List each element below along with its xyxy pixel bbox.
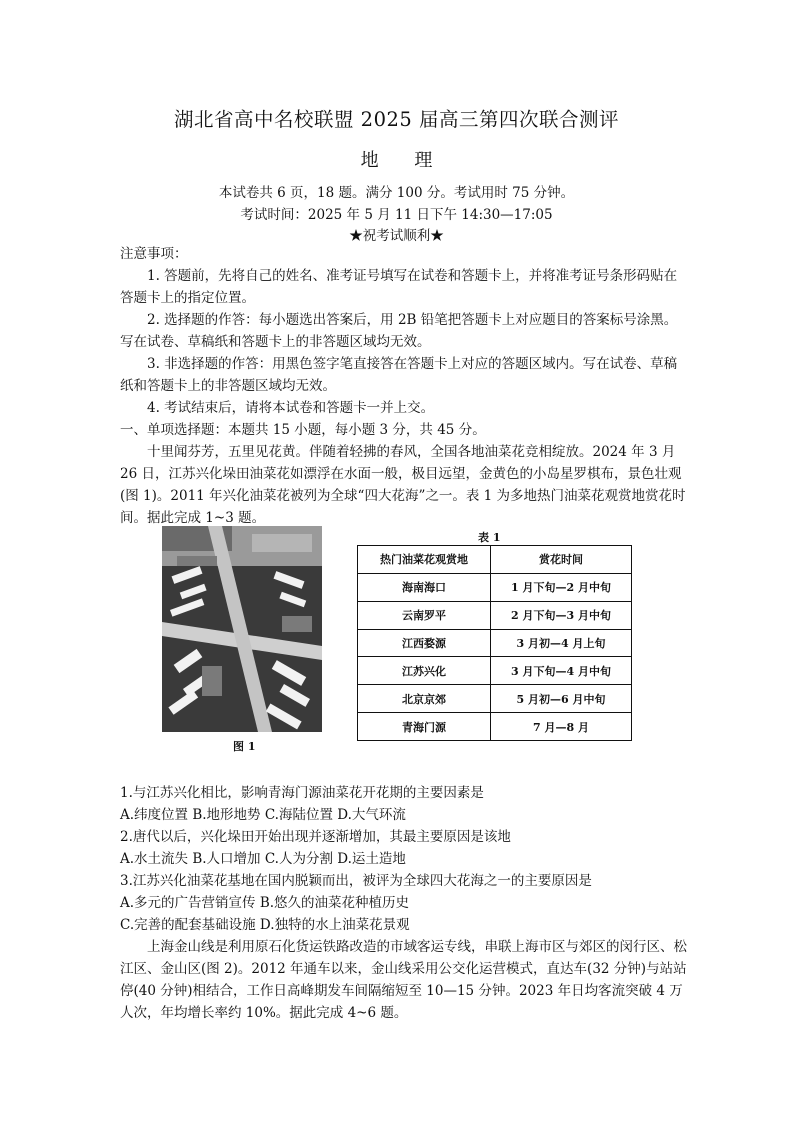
- table-header-location: 热门油菜花观赏地: [358, 546, 491, 574]
- note-item-3: 3. 非选择题的作答：用黑色签字笔直接答在答题卡上对应的答题区域内。写在试卷、草稿纸和答题卡上的非答题区域均无效。: [120, 356, 678, 394]
- table-header-row: [358, 546, 632, 574]
- passage-2: 上海金山线是利用原石化货运铁路改造的市域客运专线，串联上海市区与郊区的闵行区、松江区、金山区(图 2)。2012 年通车以来，金山线采用公交化运营模式，直达车(32 分钟)与站站停(40 分钟)相结合，工作日高峰期发车间隔缩短至 10—15 分钟。2023 年日均客流突破 4 万人次，年均增长率约 10%。据此完成 4~6 题。: [120, 939, 687, 1021]
- question-1: 1.与江苏兴化相比，影响青海门源油菜花开花期的主要因素是: [120, 785, 484, 801]
- table-cell-location: 北京京郊: [358, 685, 491, 713]
- table-row: [358, 601, 632, 629]
- notes-heading: 注意事项：: [120, 246, 188, 262]
- note-item-4: 4. 考试结束后，请将本试卷和答题卡一并上交。: [147, 400, 435, 416]
- table-cell-time: 3 月初—4 月上旬: [491, 629, 632, 657]
- table-cell-location: 青海门源: [358, 713, 491, 741]
- table-row: [358, 713, 632, 741]
- section-heading: 一、单项选择题：本题共 15 小题，每小题 3 分，共 45 分。: [120, 422, 486, 438]
- note-item-1: 1. 答题前，先将自己的姓名、准考证号填写在试卷和答题卡上，并将准考证号条形码贴在答题卡上的指定位置。: [120, 268, 678, 306]
- subject-title: 地 理: [360, 150, 433, 171]
- table-1: [357, 545, 632, 741]
- exam-info-time: 考试时间：2025 年 5 月 11 日下午 14:30—17:05: [240, 207, 553, 223]
- figure-1-photo: [162, 526, 322, 732]
- table-cell-location: 云南罗平: [358, 601, 491, 629]
- notes-section: [120, 243, 690, 529]
- exam-title: 湖北省高中名校联盟 2025 届高三第四次联合测评: [173, 108, 620, 131]
- table-cell-time: 7 月—8 月: [491, 713, 632, 741]
- question-3-options-ab: A.多元的广告营销宣传 B.悠久的油菜花种植历史: [120, 895, 410, 911]
- table-cell-location: 江苏兴化: [358, 657, 491, 685]
- note-item-2: 2. 选择题的作答：每小题选出答案后，用 2B 铅笔把答题卡上对应题目的答案标号涂黑。写在试卷、草稿纸和答题卡上的非答题区域均无效。: [120, 312, 678, 350]
- table-cell-location: 江西婺源: [358, 629, 491, 657]
- table-cell-time: 5 月初—6 月中旬: [491, 685, 632, 713]
- good-luck-line: ★祝考试顺利★: [349, 228, 444, 244]
- table-row: [358, 657, 632, 685]
- table-header-time: 赏花时间: [491, 546, 632, 574]
- question-1-options: A.纬度位置 B.地形地势 C.海陆位置 D.大气环流: [120, 807, 406, 823]
- table-row: [358, 685, 632, 713]
- exam-info-pages: 本试卷共 6 页，18 题。满分 100 分。考试用时 75 分钟。: [218, 185, 575, 201]
- passage-1: 十里闻芬芳，五里见花黄。伴随着轻拂的春风，全国各地油菜花竞相绽放。2024 年 3 月 26 日，江苏兴化垛田油菜花如漂浮在水面一般，极目远望，金黄色的小岛星罗棋布，景色壮观(图 1)。2011 年兴化油菜花被列为全球“四大花海”之一。表 1 为多地热门油菜花观赏地赏花时间。据此完成 1~3 题。: [120, 444, 686, 526]
- table-cell-time: 1 月下旬—2 月中旬: [491, 573, 632, 601]
- table-1-caption: 表 1: [478, 531, 501, 544]
- question-2: 2.唐代以后，兴化垛田开始出现并逐渐增加，其最主要原因是该地: [120, 829, 511, 845]
- figure-1-caption: 图 1: [233, 740, 256, 753]
- questions-section: [120, 782, 690, 1024]
- table-cell-time: 3 月下旬—4 月中旬: [491, 657, 632, 685]
- question-3: 3.江苏兴化油菜花基地在国内脱颖而出，被评为全球四大花海之一的主要原因是: [120, 873, 592, 889]
- rapeseed-field-aerial-image: [162, 526, 322, 732]
- table-cell-location: 海南海口: [358, 573, 491, 601]
- question-3-options-cd: C.完善的配套基础设施 D.独特的水上油菜花景观: [120, 917, 410, 933]
- table-row: [358, 629, 632, 657]
- table-row: [358, 573, 632, 601]
- table-cell-time: 2 月下旬—3 月中旬: [491, 601, 632, 629]
- question-2-options: A.水土流失 B.人口增加 C.人为分割 D.运土造地: [120, 851, 406, 867]
